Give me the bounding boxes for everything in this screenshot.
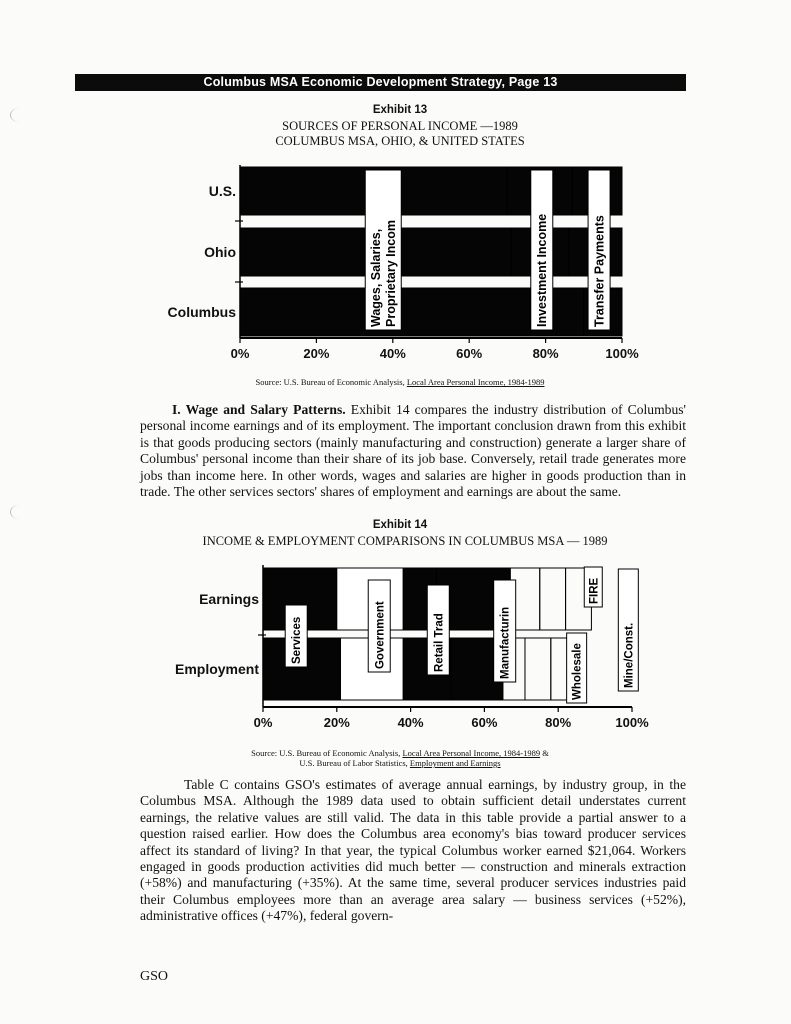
exhibit-14-source-text: Source: U.S. Bureau of Economic Analysis, — [251, 748, 403, 758]
exhibit-13-label: Exhibit 13 — [372, 104, 428, 116]
exhibit-14-source-title-2: Employment and Earnings — [409, 758, 501, 768]
series-label-mine-const — [618, 569, 638, 691]
x-tick-label: 100% — [615, 715, 649, 730]
exhibit-14-source-title: Local Area Personal Income, 1984-1989 — [402, 748, 541, 758]
x-tick-label: 80% — [532, 346, 559, 361]
svg-text:Wholesale: Wholesale — [571, 643, 584, 700]
bar-earnings-fire — [540, 568, 566, 630]
svg-text:Government: Government — [374, 601, 387, 669]
category-label-columbus: Columbus — [167, 304, 236, 320]
exhibit-13-chart — [140, 150, 670, 365]
category-label-earnings: Earnings — [199, 591, 259, 607]
series-label-fire — [584, 567, 602, 607]
category-label-u-s: U.S. — [208, 183, 236, 199]
series-label-retail-trad — [427, 585, 449, 675]
svg-text:Investment Income: Investment Income — [535, 213, 550, 327]
exhibit-14-source — [160, 748, 640, 768]
x-tick-label: 40% — [379, 346, 406, 361]
series-label-transfer-payments — [588, 170, 610, 330]
x-tick-label: 80% — [545, 715, 572, 730]
exhibit-13-title-line1: SOURCES OF PERSONAL INCOME —1989 — [282, 119, 518, 133]
svg-text:Mine/Const.: Mine/Const. — [623, 622, 636, 688]
exhibit-14-title: INCOME & EMPLOYMENT COMPARISONS IN COLUMBUS MSA — 1989 — [202, 534, 608, 548]
exhibit-14-source-text-2: U.S. Bureau of Labor Statistics, — [299, 758, 410, 768]
svg-text:Manufacturin: Manufacturin — [499, 606, 512, 679]
svg-text:Services: Services — [291, 616, 304, 664]
x-tick-label: 60% — [456, 346, 483, 361]
exhibit-13-source — [160, 377, 640, 387]
exhibit-14-label: Exhibit 14 — [372, 519, 428, 531]
category-label-ohio: Ohio — [204, 244, 236, 260]
series-label-wholesale — [567, 633, 587, 703]
series-label-government — [368, 580, 390, 672]
series-label-manufacturin — [494, 580, 516, 682]
x-tick-label: 0% — [253, 715, 273, 730]
series-label-wages-salaries-proprietary-incom — [365, 170, 401, 330]
page-header-banner: Columbus MSA Economic Development Strategy, Page 13 — [75, 74, 686, 91]
exhibit-13-source-text: Source: U.S. Bureau of Economic Analysis, — [255, 377, 407, 387]
section-1-text: Exhibit 14 compares the industry distribution of Columbus' personal income earnings and of its employment. The important conclusion drawn from this exhibit is that goods producing sectors (mainly manufacturing and construction) generate a larger share of Columbus' personal income than their share of its job base. Conversely, retail trade generates more jobs than income here. In other words, wages and salaries are higher in goods production than in trade. The other services sectors' shares of employment and earnings are about the same. — [140, 402, 686, 500]
footer-gso: GSO — [140, 969, 169, 984]
category-label-employment: Employment — [174, 661, 259, 677]
exhibit-13-source-title: Local Area Personal Income, 1984-1989 — [406, 377, 545, 387]
series-label-investment-income — [531, 170, 553, 330]
x-tick-label: 20% — [303, 346, 330, 361]
svg-text:Retail Trad: Retail Trad — [433, 613, 446, 672]
svg-text:Transfer Payments: Transfer Payments — [592, 215, 607, 327]
table-c-paragraph: Table C contains GSO's estimates of average annual earnings, by industry group, in the Columbus MSA. Although the 1989 data used to obtain sufficient detail understates current earnings, the relative values are still valid. The data in this table provide a partial answer to a question raised earlier. How does the Columbus area economy's bias toward producer services affect its standard of living? In that year, the typical Columbus worker earned $21,064. Workers engaged in goods production activities did much better — construction and minerals extraction (+58%) and manufacturing (+35%). At the same time, several producer services industries paid their Columbus employees more than an average area salary — business services (+52%), administrative offices (+47%), federal govern- — [140, 777, 686, 924]
x-tick-label: 100% — [605, 346, 639, 361]
series-label-services — [285, 605, 307, 667]
svg-text:Proprietary Incom: Proprietary Incom — [384, 220, 399, 327]
exhibit-13-title-line2: COLUMBUS MSA, OHIO, & UNITED STATES — [275, 134, 525, 148]
svg-text:Wages, Salaries,: Wages, Salaries, — [369, 228, 384, 327]
x-tick-label: 60% — [471, 715, 498, 730]
svg-text:FIRE: FIRE — [588, 577, 601, 604]
x-tick-label: 40% — [397, 715, 424, 730]
x-tick-label: 0% — [230, 346, 250, 361]
binder-hole-mark — [10, 505, 29, 519]
x-tick-label: 20% — [323, 715, 350, 730]
exhibit-14-chart — [145, 555, 675, 740]
bar-employment-fire — [525, 638, 551, 700]
section-1-paragraph — [140, 402, 686, 500]
binder-hole-mark — [10, 108, 29, 122]
exhibit-14-source-suffix: & — [540, 748, 549, 758]
section-1-heading: I. Wage and Salary Patterns. — [172, 402, 346, 417]
